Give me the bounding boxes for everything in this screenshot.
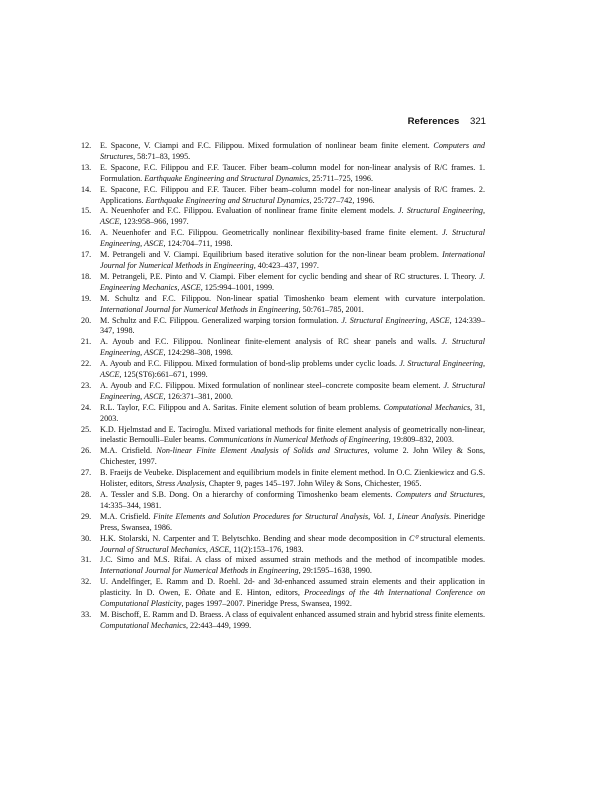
reference-text-segment: , 22:443–449, 1999. [185,620,252,630]
reference-text-segment: U. Andelfinger, E. Ramm and D. Roehl. 2d- and 3d-enhanced assumed strain elements and their application in plasticity. In D. Owen, E. Oñate and E. Hinton, editors, [100,577,485,598]
reference-item [81,425,485,447]
reference-number: 23. [81,380,92,390]
reference-source-italic: Computational Mechanics [100,620,186,630]
reference-text-segment: E. Spacone, F.C. Filippou and F.F. Taucer. Fiber beam–column model for non-linear analysis of R/C frames. 1. Formulation. [100,162,485,183]
reference-source-italic: International Journal for Numerical Methods in Engineering [100,250,485,270]
reference-source-italic: Proceedings of the 4th International Conference on Computational Plasticity [100,588,486,609]
reference-item [81,228,485,250]
reference-number: 31. [81,555,92,565]
reference-text [100,403,485,425]
reference-text [100,294,485,316]
reference-item [81,359,485,381]
reference-text-segment: A. Ayoub and F.C. Filippou. Nonlinear finite-element analysis of RC shear panels and walls. [100,337,442,347]
reference-text-segment: , pages 1997–2007. Pineridge Press, Swansea, 1992. [181,599,352,609]
reference-item [81,468,485,490]
reference-source-italic: International Journal for Numerical Methods in Engineering [100,566,299,576]
reference-source-italic: Non-linear Finite Element Analysis of Solids and Structures [156,446,368,456]
reference-source-italic: Earthquake Engineering and Structural Dynamics [145,195,310,205]
page-number: 321 [469,116,486,127]
reference-text-segment: M. Schultz and F.C. Filippou. Non-linear spatial Timoshenko beam element with curvature interpolation. [100,293,485,303]
reference-text-segment: K.D. Hjelmstad and E. Taciroglu. Mixed variational methods for finite element analysis of geometrically non-linear, inelastic Bernoulli–Euler beams. [100,424,485,445]
reference-number: 22. [81,359,92,369]
reference-item [81,163,485,185]
reference-source-italic: Stress Analysis [156,479,205,489]
reference-text-segment: , 25:727–742, 1996. [309,195,375,205]
reference-item [81,141,485,163]
reference-text [100,316,485,338]
reference-text [100,555,485,577]
reference-source-italic: Computational Mechanics [383,402,471,412]
running-header [408,116,486,127]
reference-number: 21. [81,337,92,347]
reference-item [81,512,485,534]
reference-text-segment: M.A. Crisfield. [100,446,157,456]
reference-number: 28. [81,490,92,499]
reference-number: 14. [81,184,92,194]
reference-text-segment: , volume 2. John Wiley & Sons, Chichester, 1997. [100,446,485,467]
reference-item [81,610,485,632]
reference-text-segment: , 31, 2003. [100,402,485,423]
reference-item [81,490,485,512]
reference-text-segment: , 126:371–381, 2000. [163,391,233,401]
reference-text-segment: , 29:1595–1638, 1990. [298,566,372,576]
reference-text-segment: J.C. Simo and M.S. Rifai. A class of mixed assumed strain methods and the method of incompatible modes. [100,555,485,565]
reference-text [100,425,485,447]
reference-text-segment: E. Spacone, V. Ciampi and F.C. Filippou. Mixed formulation of nonlinear beam finite element. [100,141,434,150]
reference-item [81,337,485,359]
reference-item [81,534,485,556]
reference-text-segment: , 14:335–344, 1981. [100,490,486,510]
reference-number: 17. [81,250,92,260]
reference-text [100,206,485,228]
reference-text [100,141,485,163]
section-title: References [407,116,460,127]
reference-text [100,337,485,359]
reference-number: 15. [81,206,92,216]
reference-number: 13. [81,162,92,172]
reference-item [81,577,485,610]
reference-source-italic: Communications in Numerical Methods of Engineering [208,435,389,445]
reference-text-segment: , 124:704–711, 1998. [163,239,233,249]
reference-list [81,141,485,632]
reference-text-segment: , 58:71–83, 1995. [133,151,191,161]
reference-text-segment: A. Neuenhofer and F.C. Filippou. Geometrically nonlinear flexibility-based frame finite element. [100,228,443,238]
reference-number: 30. [81,533,92,543]
reference-source-italic: C⁰ [409,533,418,543]
reference-text-segment: . Pineridge Press, Swansea, 1986. [100,511,485,532]
reference-number: 18. [81,271,92,281]
reference-source-italic: Computers and Structures [395,490,483,499]
reference-item [81,381,485,403]
reference-source-italic: Finite Elements and Solution Procedures for Structural Analysis, Vol. 1, Linear Analysis [153,511,449,521]
reference-text-segment: , 125(ST6):661–671, 1999. [119,370,208,380]
reference-text-segment: M. Petrangeli and V. Ciampi. Equilibrium based iterative solution for the non-linear beam problem. [100,250,443,260]
reference-text-segment: structural elements. [417,533,485,543]
reference-item [81,185,485,207]
reference-text-segment: R.L. Taylor, F.C. Filippou and A. Saritas. Finite element solution of beam problems. [100,402,384,412]
reference-text [100,250,485,272]
reference-text-segment: , 40:423–437, 1997. [253,260,319,270]
reference-source-italic: J. Structural Engineering, ASCE [100,228,485,249]
reference-source-italic: J. Structural Engineering, ASCE [341,315,450,325]
reference-item [81,250,485,272]
reference-source-italic: Earthquake Engineering and Structural Dynamics [144,173,309,183]
reference-number: 25. [81,424,92,434]
reference-text-segment: , 50:761–785, 2001. [298,304,364,314]
reference-text [100,468,485,490]
reference-text-segment: A. Tessler and S.B. Dong. On a hierarchy of conforming Timoshenko beam elements. [100,490,396,499]
reference-source-italic: International Journal for Numerical Methods in Engineering [100,304,299,314]
reference-text-segment: A. Ayoub and F.C. Filippou. Mixed formulation of bond-slip problems under cyclic loads. [100,359,400,369]
reference-source-italic: J. Structural Engineering, ASCE [100,359,485,380]
reference-text-segment: , 19:809–832, 2003. [388,435,454,445]
reference-source-italic: J. Structural Engineering, ASCE [100,337,486,358]
reference-text-segment: , 25:711–725, 1996. [308,173,374,183]
reference-number: 16. [81,228,92,238]
reference-text-segment: E. Spacone, F.C. Filippou and F.F. Taucer. Fiber beam–column model for non-linear analysis of R/C frames. 2. Applications. [100,184,485,205]
reference-text [100,272,485,294]
reference-source-italic: J. Engineering Mechanics, ASCE [100,271,485,292]
reference-number: 20. [81,315,92,325]
reference-text [100,163,485,185]
reference-text-segment: M. Schultz and F.C. Filippou. Generalized warping torsion formulation. [100,315,342,325]
reference-text [100,610,485,632]
reference-text-segment: , 124:339–347, 1998. [100,315,486,336]
reference-number: 24. [81,402,92,412]
reference-text [100,490,485,512]
reference-source-italic: J. Structural Engineering, ASCE [100,380,485,401]
reference-text [100,446,485,468]
reference-number: 33. [81,609,92,619]
reference-number: 19. [81,293,92,303]
reference-text-segment: A. Neuenhofer and F.C. Filippou. Evaluation of nonlinear frame finite element models. [100,206,399,216]
reference-text [100,577,485,610]
reference-source-italic: J. Structural Engineering, ASCE [100,206,485,227]
reference-number: 27. [81,468,92,478]
reference-number: 32. [81,577,92,587]
reference-text-segment: A. Ayoub and F.C. Filippou. Mixed formulation of nonlinear steel–concrete composite beam element. [100,380,444,390]
reference-source-italic: Computers and Structures [100,141,485,161]
reference-text-segment: , 125:994–1001, 1999. [200,282,275,292]
reference-text [100,359,485,381]
reference-item [81,294,485,316]
reference-number: 26. [81,446,92,456]
reference-text [100,228,485,250]
reference-text-segment: B. Fraeijs de Veubeke. Displacement and equilibrium models in finite element method. In O.C. Zienkiewicz and G.S. Holister, editors, [100,468,485,489]
reference-text-segment: , Chapter 9, pages 145–197. John Wiley & Sons, Chichester, 1965. [204,479,422,489]
reference-number: 12. [81,141,92,150]
reference-source-italic: Journal of Structural Mechanics, ASCE [100,544,230,554]
reference-text-segment: M. Petrangeli, P.E. Pinto and V. Ciampi. Fiber element for cyclic bending and shear of RC structures. I. Theory. [100,271,480,281]
reference-item [81,446,485,468]
reference-text-segment: M.A. Crisfield. [100,511,154,521]
reference-text [100,381,485,403]
reference-item [81,206,485,228]
reference-text [100,185,485,207]
reference-number: 29. [81,511,92,521]
reference-text-segment: M. Bischoff, E. Ramm and D. Braess. A class of equivalent enhanced assumed strain and hybrid stress finite elements. [100,609,485,619]
reference-text [100,534,485,556]
reference-item [81,272,485,294]
reference-item [81,316,485,338]
reference-text-segment: , 11(2):153–176, 1983. [229,544,304,554]
reference-text-segment: , 123:958–966, 1997. [119,217,189,227]
reference-text-segment: , 124:298–308, 1998. [163,348,233,358]
reference-text [100,512,485,534]
reference-item [81,403,485,425]
reference-text-segment: H.K. Stolarski, N. Carpenter and T. Belytschko. Bending and shear mode decomposition in [100,533,409,543]
reference-item [81,555,485,577]
